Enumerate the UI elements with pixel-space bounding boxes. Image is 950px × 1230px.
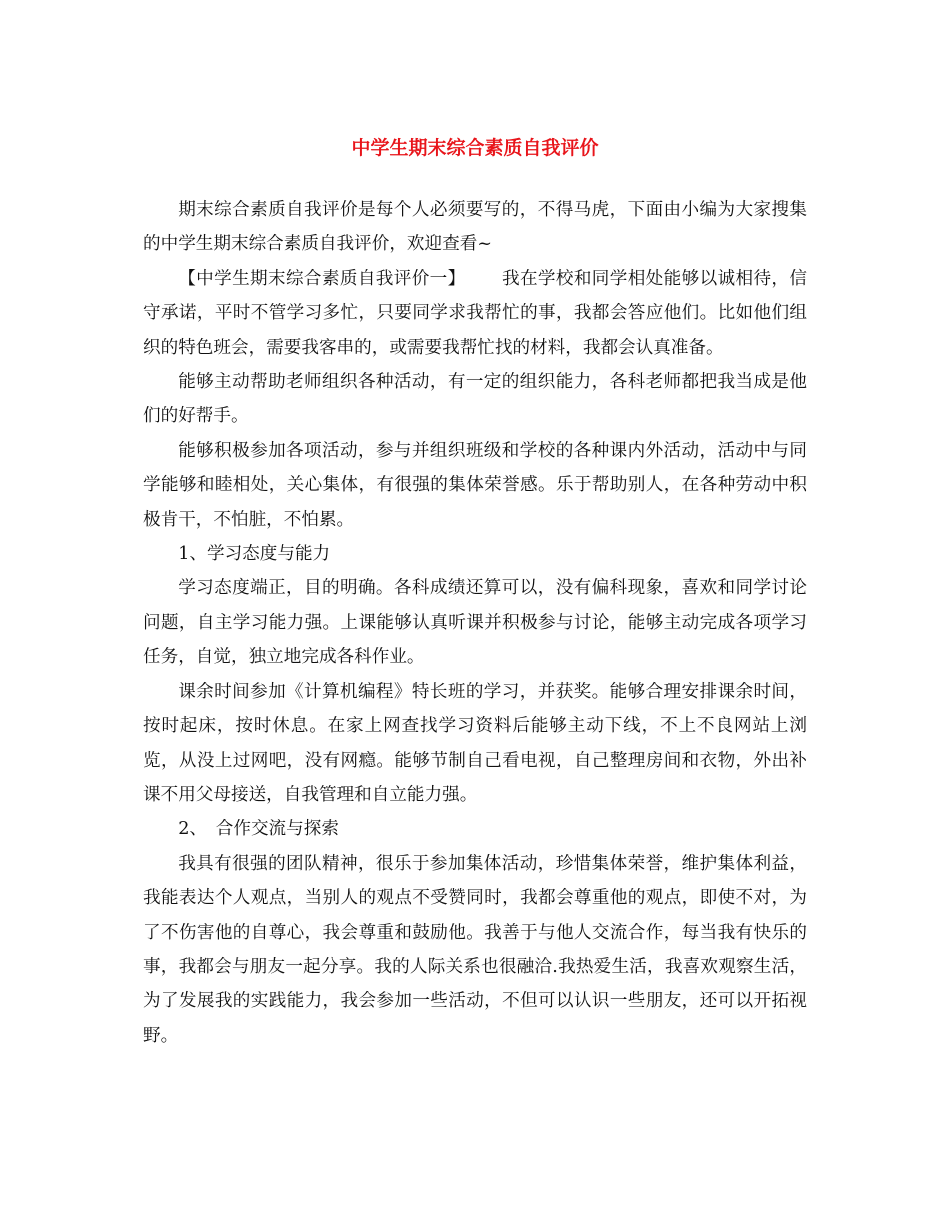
section-heading-learning-attitude: 1、学习态度与能力: [178, 544, 331, 565]
intro-paragraph: 期末综合素质自我评价是每个人必须要写的，不得马虎，下面由小编为大家搜集的中学生期末综合素质自我评价，欢迎查看~: [143, 200, 807, 255]
body-paragraph: 学习态度端正，目的明确。各科成绩还算可以，没有偏科现象，喜欢和同学讨论问题，自主学习能力强。上课能够认真听课并积极参与讨论，能够主动完成各项学习任务，自觉，独立地完成各科作业。: [143, 578, 807, 668]
section-heading-cooperation: 2、 合作交流与探索: [178, 819, 339, 840]
body-paragraph: 课余时间参加《计算机编程》特长班的学习，并获奖。能够合理安排课余时间，按时起床，按时休息。在家上网查找学习资料后能够主动下线，不上不良网站上浏览，从没上过网吧，没有网瘾。能够节制自己看电视，自己整理房间和衣物，外出补课不用父母接送，自我管理和自立能力强。: [143, 681, 807, 805]
body-paragraph: 能够积极参加各项活动，参与并组织班级和学校的各种课内外活动，活动中与同学能够和睦相处，关心集体，有很强的集体荣誉感。乐于帮助别人，在各种劳动中积极肯干，不怕脏，不怕累。: [143, 440, 807, 530]
body-paragraph: 我具有很强的团队精神，很乐于参加集体活动，珍惜集体荣誉，维护集体利益，我能表达个人观点，当别人的观点不受赞同时，我都会尊重他的观点，即使不对，为了不伤害他的自尊心，我会尊重和鼓励他。我善于与他人交流合作，每当我有快乐的事，我都会与朋友一起分享。我的人际关系也很融洽.我热爱生活，我喜欢观察生活，为了发展我的实践能力，我会参加一些活动，不但可以认识一些朋友，还可以开拓视野。: [143, 853, 807, 1046]
document-title: 中学生期末综合素质自我评价: [351, 137, 599, 159]
body-paragraph: 能够主动帮助老师组织各种活动，有一定的组织能力，各科老师都把我当成是他们的好帮手。: [143, 372, 807, 427]
evaluation-one-heading: 【中学生期末综合素质自我评价一】: [178, 268, 466, 289]
document-body: [143, 193, 807, 1053]
evaluation-one-paragraph: [143, 262, 807, 365]
evaluation-one-text: 我在学校和同学相处能够以诚相待，信守承诺，平时不管学习多忙，只要同学求我帮忙的事，我都会答应他们。比如他们组织的特色班会，需要我客串的，或需要我帮忙找的材料，我都会认真准备。: [143, 268, 807, 358]
